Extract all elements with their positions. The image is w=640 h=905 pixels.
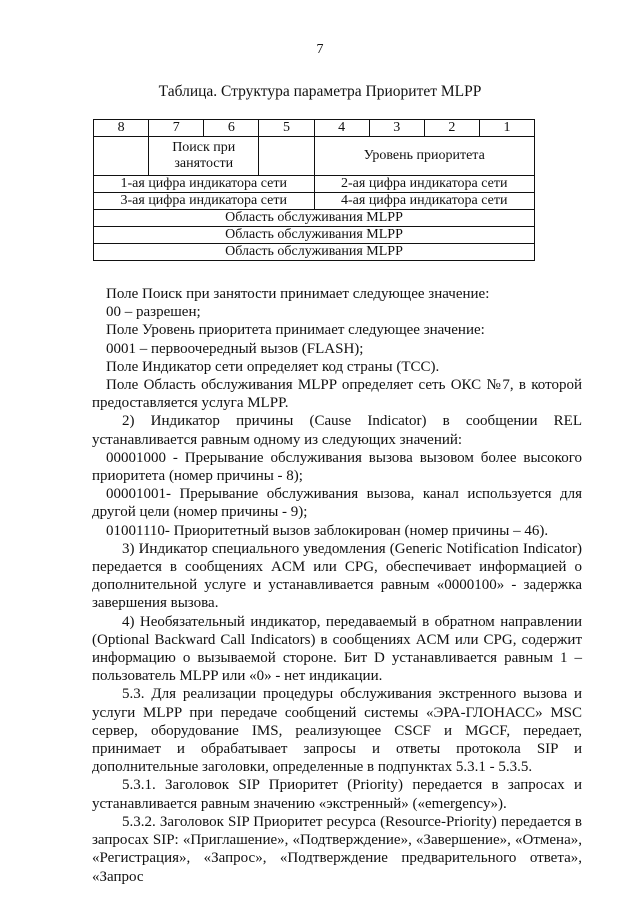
- bit-cell: 4: [314, 120, 369, 137]
- paragraph: 00001001- Прерывание обслуживания вызова, канал используется для другой цели (номер причины - 9);: [92, 486, 582, 521]
- paragraph: 01001110- Приоритетный вызов заблокирован (номер причины – 46).: [106, 522, 549, 539]
- paragraph: 00001000 - Прерывание обслуживания вызова вызовом более высокого приоритета (номер причины - 8);: [92, 449, 582, 485]
- paragraph: Поле Поиск при занятости принимает следующее значение:: [106, 286, 490, 302]
- bit-cell: 3: [369, 120, 424, 137]
- paragraph: 4) Необязательный индикатор, передаваемый в обратном направлении (Optional Backward Call Indicators) в сообщениях ACM или CPG, содержит информацию о вызываемой стороне. Бит D устанавливается равным 1 – пользователь MLPP или «0» - нет индикации.: [92, 613, 582, 685]
- empty-cell: [259, 137, 314, 176]
- mlpp-structure-table: [93, 119, 535, 261]
- service-area-row: [94, 227, 535, 244]
- paragraph: 2) Индикатор причины (Cause Indicator) в сообщении REL устанавливается равным одному из следующих значений:: [92, 413, 582, 448]
- bit-cell: 7: [149, 120, 204, 137]
- busy-search-field: Поиск при занятости: [149, 137, 259, 176]
- priority-level-field: Уровень приоритета: [314, 137, 535, 176]
- bit-cell: 2: [424, 120, 479, 137]
- bit-cell: 8: [94, 120, 149, 137]
- network-digit-cell: 4-ая цифра индикатора сети: [314, 193, 535, 210]
- table-caption: Таблица. Структура параметра Приоритет MLPP: [158, 83, 482, 100]
- paragraph: 5.3.1. Заголовок SIP Приоритет (Priority) передается в запросах и устанавливается равным значению «экстренный» («emergency»).: [92, 777, 582, 812]
- service-area-row: [94, 210, 535, 227]
- service-area-row: [94, 244, 535, 261]
- paragraph: 5.3. Для реализации процедуры обслуживания экстренного вызова и услуги MLPP при передаче сообщений системы «ЭРА-ГЛОНАСС» MSC сервер, оборудование IMS, реализующее CSCF и MGCF, передает, принимает и обрабатывает запросы и ответы протокола SIP и дополнительные заголовки, определенные в подпунктах 5.3.1 - 5.3.5.: [92, 686, 582, 776]
- service-area-cell: Область обслуживания MLPP: [94, 244, 535, 261]
- paragraph: 00 – разрешен;: [106, 304, 201, 321]
- body-text: [92, 285, 582, 886]
- network-digit-cell: 3-ая цифра индикатора сети: [94, 193, 315, 210]
- empty-cell: [94, 137, 149, 176]
- field-header-row: [94, 137, 535, 176]
- network-digit-cell: 2-ая цифра индикатора сети: [314, 176, 535, 193]
- paragraph: Поле Уровень приоритета принимает следующее значение:: [106, 322, 485, 339]
- bit-number-row: [94, 120, 535, 137]
- network-digit-row: [94, 176, 535, 193]
- bit-cell: 5: [259, 120, 314, 137]
- service-area-cell: Область обслуживания MLPP: [94, 227, 535, 244]
- page-number: 7: [316, 42, 324, 57]
- bit-cell: 1: [479, 120, 534, 137]
- paragraph: 5.3.2. Заголовок SIP Приоритет ресурса (Resource-Priority) передается в запросах SIP: «Приглашение», «Подтверждение», «Завершение», «Отмена», «Регистрация», «Запрос», «Подтверждение предварительного ответа», «Запрос: [92, 813, 582, 885]
- network-digit-cell: 1-ая цифра индикатора сети: [94, 176, 315, 193]
- bit-cell: 6: [204, 120, 259, 137]
- paragraph: 3) Индикатор специального уведомления (Generic Notification Indicator) передается в сообщениях ACM или CPG, обеспечивает информацией о дополнительной услуге и устанавливается равным «0000100» - задержка завершения вызова.: [92, 540, 582, 612]
- paragraph: Поле Индикатор сети определяет код страны (TCC).: [106, 358, 440, 375]
- paragraph: 0001 – первоочередный вызов (FLASH);: [106, 340, 364, 357]
- service-area-cell: Область обслуживания MLPP: [94, 210, 535, 227]
- network-digit-row: [94, 193, 535, 210]
- paragraph: Поле Область обслуживания MLPP определяет сеть ОКС №7, в которой предоставляется услуга MLPP.: [92, 377, 582, 412]
